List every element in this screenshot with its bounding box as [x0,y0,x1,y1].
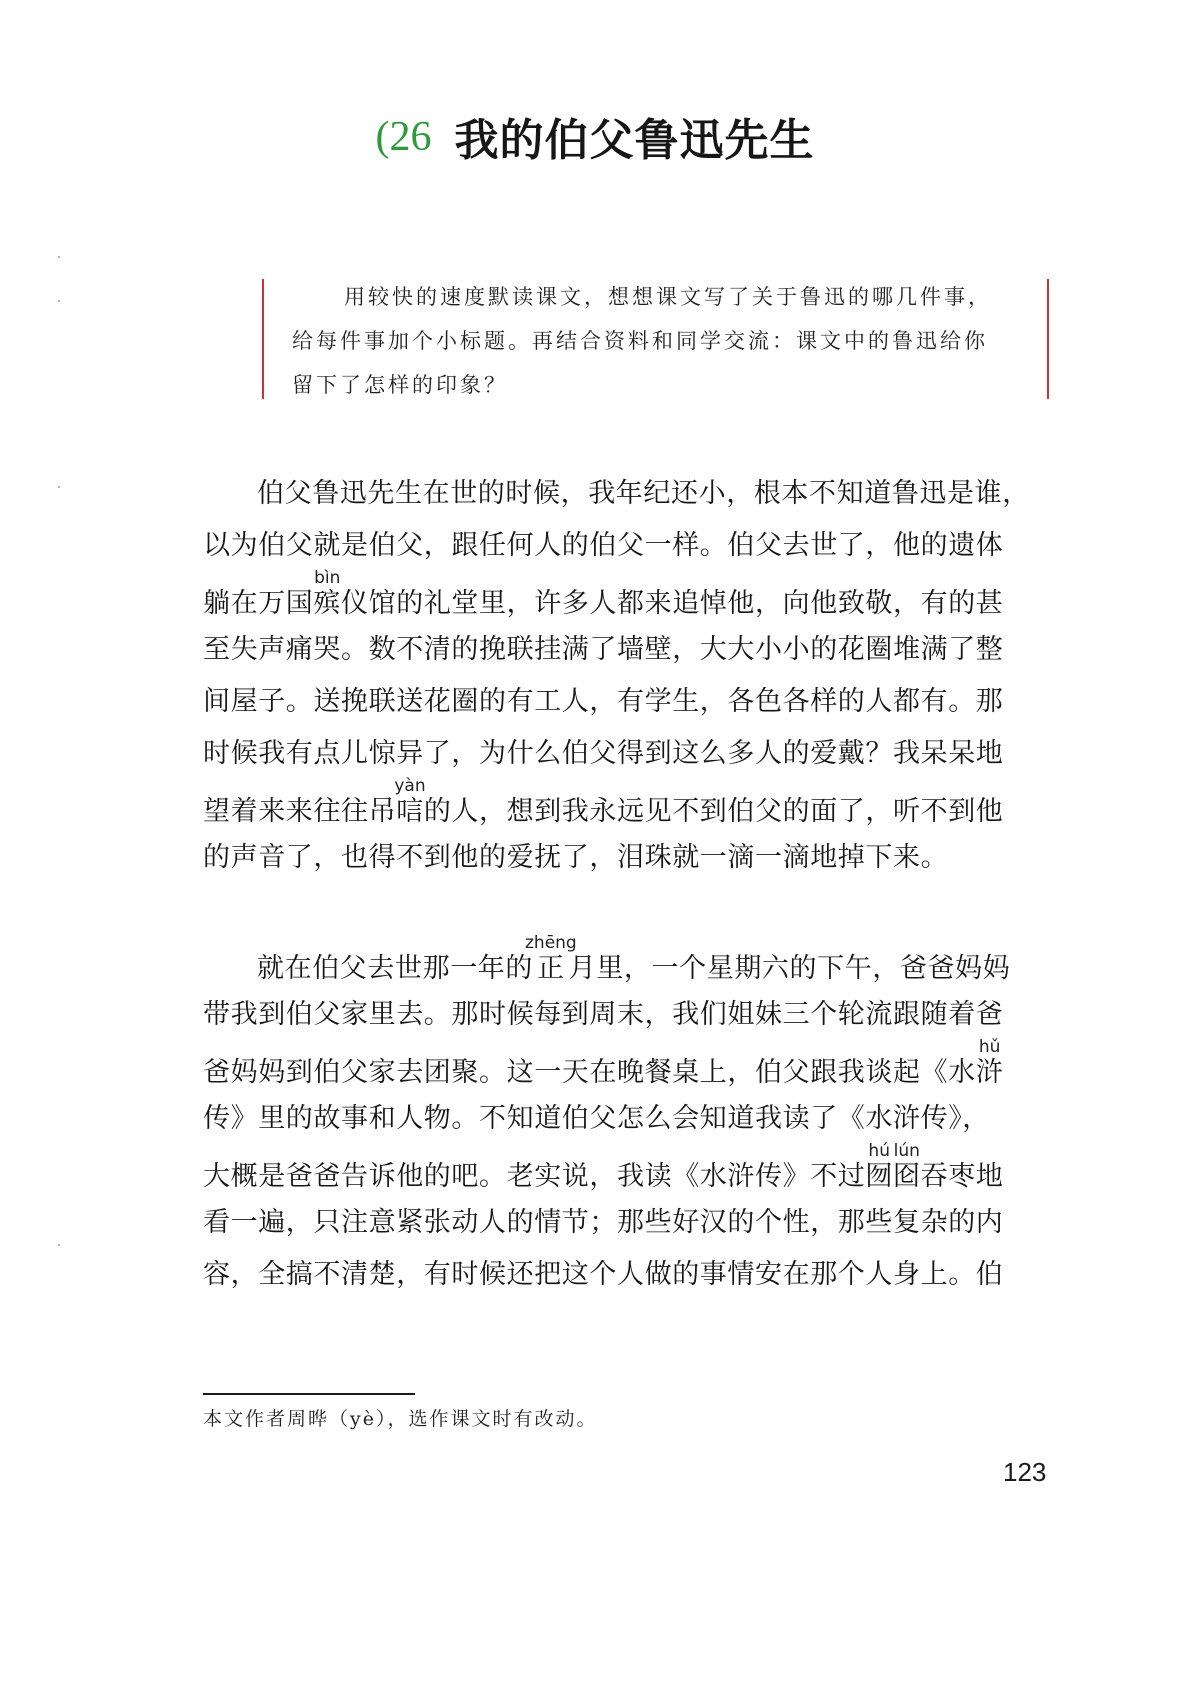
lesson-number-value: 26 [389,113,432,160]
prompt-line: 给每件事加个小标题。再结合资料和同学交流：课文中的鲁迅给你 [292,329,988,353]
text-line: 望着来来往往吊唁yàn的人，想到我永远见不到伯父的面了，听不到他 [203,776,1004,827]
lesson-number: (26 [375,113,432,160]
scan-mark [58,256,60,258]
footnote-divider [203,1393,415,1395]
text-line: 的声音了，也得不到他的爱抚了，泪珠就一滴一滴地掉下来。 [203,842,949,873]
scan-mark [58,300,60,302]
pinyin-annotation: 浒hǔ [975,1037,1004,1088]
reading-prompt-box [262,275,1049,400]
prompt-line: 留下了怎样的印象？ [292,373,508,397]
text-line: 至失声痛哭。数不清的挽联挂满了墙壁，大大小小的花圈堆满了整 [203,634,1004,665]
text-line: 大概是爸爸告诉他的吧。老实说，我读《水浒传》不过囫hú囵lún吞枣地 [203,1141,1004,1192]
page-number: 123 [1003,1457,1047,1487]
prompt-line: 用较快的速度默读课文，想想课文写了关于鲁迅的哪几件事， [344,285,992,309]
prompt-text [292,275,1012,407]
text-line: 传》里的故事和人物。不知道伯父怎么会知道我读了《水浒传》， [203,1103,990,1134]
text-line: 就在伯父去世那一年的正zhēng月里，一个星期六的下午，爸爸妈妈 [257,933,1011,984]
pinyin-annotation: 殡bìn [313,568,342,619]
pinyin-annotation: 囫hú [865,1141,894,1192]
prompt-left-bar [262,279,264,399]
text-line: 爸妈妈到伯父家去团聚。这一天在晚餐桌上，伯父跟我谈起《水浒hǔ [203,1037,1004,1088]
footnote: 本文作者周晔（yè），选作课文时有改动。 [203,1408,598,1430]
lesson-heading [0,105,1190,175]
text-line: 带我到伯父家里去。那时候每到周末，我们姐妹三个轮流跟随着爸 [203,999,1004,1030]
text-line: 以为伯父就是伯父，跟任何人的伯父一样。伯父去世了，他的遗体 [203,530,1004,561]
scan-mark [58,1244,60,1246]
pinyin-annotation: 唁yàn [394,776,426,827]
pinyin-annotation: 正zhēng [525,933,577,984]
text-line: 容，全搞不清楚，有时候还把这个人做的事情安在那个人身上。伯 [203,1259,1004,1290]
text-line: 看一遍，只注意紧张动人的情节；那些好汉的个性，那些复杂的内 [203,1207,1004,1238]
text-line: 时候我有点儿惊异了，为什么伯父得到这么多人的爱戴？我呆呆地 [203,738,1004,769]
prompt-right-bar [1047,279,1049,399]
scan-mark [58,486,60,488]
text-line: 伯父鲁迅先生在世的时候，我年纪还小，根本不知道鲁迅是谁， [257,478,1030,509]
lesson-title: 我的伯父鲁迅先生 [454,114,815,166]
pinyin-annotation: 囵lún [893,1141,921,1192]
text-line: 躺在万国殡bìn仪馆的礼堂里，许多人都来追悼他，向他致敬，有的甚 [203,568,1004,619]
text-line: 间屋子。送挽联送花圈的有工人，有学生，各色各样的人都有。那 [203,686,1004,717]
